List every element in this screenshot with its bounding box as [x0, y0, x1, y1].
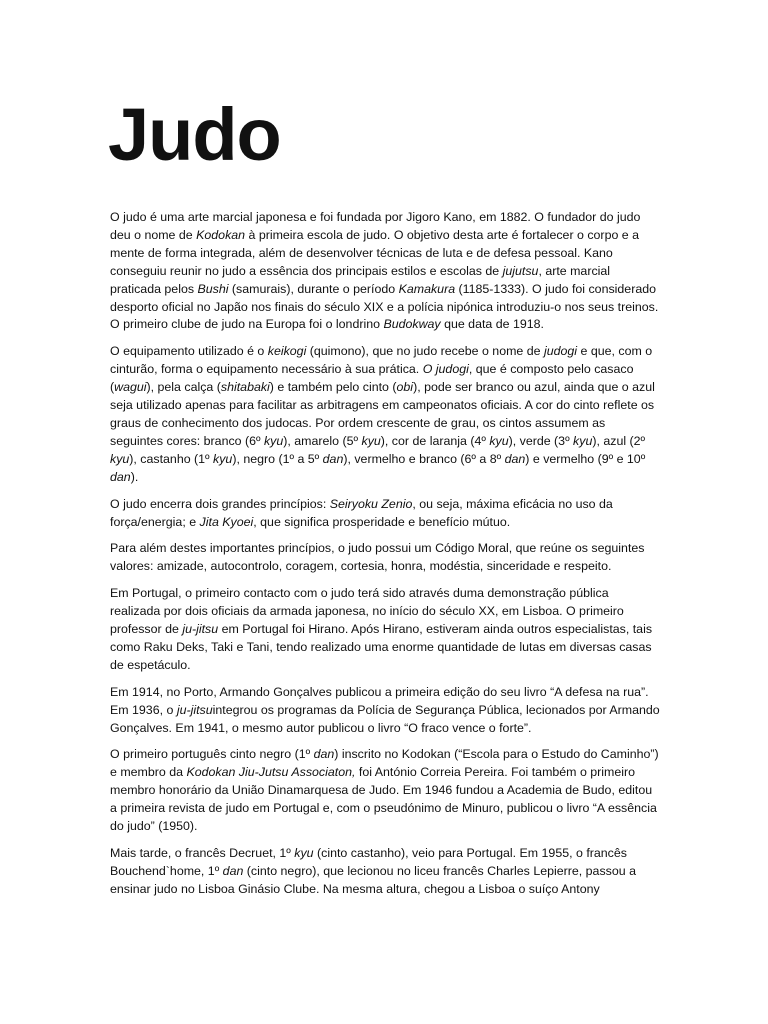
- italic-term: kyu: [110, 451, 130, 466]
- text-run: ), pela calça (: [146, 380, 221, 395]
- text-run: O primeiro português cinto negro (1º: [110, 747, 314, 762]
- italic-term: dan: [222, 863, 244, 878]
- italic-term: dan: [504, 451, 526, 466]
- text-run: ), amarelo (5º: [283, 433, 362, 448]
- paragraph-1: [110, 209, 660, 334]
- text-run: ) e vermelho (9º e 10º: [525, 451, 646, 466]
- italic-term: keikogi: [267, 344, 307, 359]
- text-run: ), verde (3º: [508, 433, 574, 448]
- italic-term: kyu: [263, 433, 284, 448]
- text-run: ).: [130, 469, 139, 484]
- text-run: ), cor de laranja (4º: [380, 433, 490, 448]
- italic-term: dan: [313, 747, 335, 762]
- italic-term: ju-jitsu: [182, 622, 219, 637]
- text-run: (1185-1333). O judo foi considerado desporto oficial no Japão nos finais do século XIX e a polícia nipónica introduziu-o nos seus treinos. O primeiro clube de judo na Europa foi o londrino: [110, 281, 659, 332]
- text-run: , que é composto pelo casaco (: [110, 362, 634, 395]
- paragraph-6: [110, 684, 660, 738]
- paragraph-4: [110, 540, 660, 576]
- text-run: , que significa prosperidade e benefício mútuo.: [253, 514, 511, 529]
- paragraph-7: [110, 746, 660, 836]
- italic-term: shitabaki: [220, 380, 270, 395]
- italic-term: dan: [110, 469, 131, 484]
- italic-term: Kamakura: [398, 281, 456, 296]
- italic-term: jujutsu: [502, 263, 539, 278]
- text-run: O judo encerra dois grandes princípios:: [110, 496, 330, 511]
- text-run: e que, com o cinturão, forma o equipamento necessário à sua prática.: [110, 344, 653, 377]
- italic-term: O judogi: [422, 362, 469, 377]
- italic-term: obi: [396, 380, 414, 395]
- text-run: (quimono), que no judo recebe o nome de: [306, 344, 544, 359]
- text-run: (cinto negro), que lecionou no liceu francês Charles Lepierre, passou a ensinar judo no Lisboa Ginásio Clube. Na mesma altura, chegou a Lisboa o suíço Antony: [110, 863, 636, 896]
- text-run: ), pode ser branco ou azul, ainda que o azul seja utilizado apenas para facilitar as arbitragens em campeonatos oficiais. A cor do cinto reflete os graus de conhecimento dos judocas. Por ordem crescente de grau, os cintos assumem as seguintes cores: branco (6º: [110, 380, 655, 448]
- text-run: (cinto castanho), veio para Portugal. Em 1955, o francês Bouchend`home, 1º: [110, 846, 627, 878]
- paragraph-8: [110, 845, 660, 899]
- text-run: Para além destes importantes princípios, o judo possui um Código Moral, que reúne os seguintes valores: amizade, autocontrolo, coragem, cortesia, honra, modéstia, sinceridade e respeito.: [110, 541, 645, 574]
- text-run: em Portugal foi Hirano. Após Hirano, estiveram ainda outros especialistas, tais como Raku Deks, Taki e Tani, tendo realizado uma enorme quantidade de lutas em diversas casas de espetáculo.: [110, 622, 653, 672]
- document-body: [110, 209, 660, 908]
- text-run: ), vermelho e branco (6º a 8º: [343, 451, 505, 466]
- italic-term: Kodokan Jiu-Jutsu Associaton,: [186, 765, 356, 780]
- italic-term: Seiryoku Zenio: [329, 496, 413, 511]
- italic-term: kyu: [361, 433, 381, 448]
- italic-term: kyu: [213, 451, 233, 466]
- italic-term: ju-jitsu: [176, 702, 213, 717]
- text-run: ) inscrito no Kodokan (“Escola para o Estudo do Caminho”) e membro da: [110, 747, 659, 780]
- paragraph-5: [110, 585, 660, 675]
- text-run: à primeira escola de judo. O objetivo desta arte é fortalecer o corpo e a mente de forma integrada, além de desenvolver técnicas de luta e de defesa pessoal. Kano conseguiu reunir no judo a essência dos principais estilos e escolas de: [110, 227, 640, 278]
- text-run: ), azul (2º: [592, 433, 646, 448]
- text-run: ) e também pelo cinto (: [269, 380, 397, 395]
- page-title: Judo: [108, 93, 281, 176]
- italic-term: Jita Kyoei: [199, 514, 254, 529]
- text-run: ), negro (1º a 5º: [232, 451, 323, 466]
- italic-term: judogi: [543, 344, 578, 359]
- italic-term: Kodokan: [196, 227, 246, 242]
- italic-term: wagui: [114, 380, 147, 395]
- text-run: ), castanho (1º: [129, 451, 214, 466]
- italic-term: kyu: [489, 433, 509, 448]
- text-run: Em 1914, no Porto, Armando Gonçalves publicou a primeira edição do seu livro “A defesa na rua”. Em 1936, o: [110, 684, 649, 717]
- text-run: que data de 1918.: [440, 317, 544, 332]
- text-run: foi António Correia Pereira. Foi também o primeiro membro honorário da União Dinamarquesa de Judo. Em 1946 fundou a Academia de Budo, editou a primeira revista de judo em Portugal e, com o pseudónimo de Minuro, publicou o livro “A essência do judo” (1950).: [110, 765, 657, 834]
- italic-term: Budokway: [383, 317, 441, 332]
- paragraph-3: [110, 496, 660, 532]
- text-run: O equipamento utilizado é o: [110, 344, 268, 359]
- text-run: Em Portugal, o primeiro contacto com o judo terá sido através duma demonstração pública realizada por dois oficiais da armada japonesa, no início do século XX, em Lisboa. O primeiro professor de: [110, 586, 624, 637]
- text-run: , arte marcial praticada pelos: [110, 263, 611, 296]
- paragraph-2: [110, 343, 660, 486]
- italic-term: kyu: [573, 433, 593, 448]
- italic-term: kyu: [294, 846, 314, 860]
- text-run: , ou seja, máxima eficácia no uso da força/energia; e: [110, 496, 613, 529]
- text-run: (samurais), durante o período: [228, 281, 399, 296]
- text-run: integrou os programas da Polícia de Segurança Pública, lecionados por Armando Gonçalves. Em 1941, o mesmo autor publicou o livro “O fraco vence o forte”.: [110, 702, 660, 735]
- text-run: Mais tarde, o francês Decruet, 1º: [110, 846, 295, 860]
- text-run: O judo é uma arte marcial japonesa e foi fundada por Jigoro Kano, em 1882. O fundador do judo deu o nome de: [110, 210, 641, 242]
- italic-term: Bushi: [197, 281, 229, 296]
- italic-term: dan: [322, 451, 344, 466]
